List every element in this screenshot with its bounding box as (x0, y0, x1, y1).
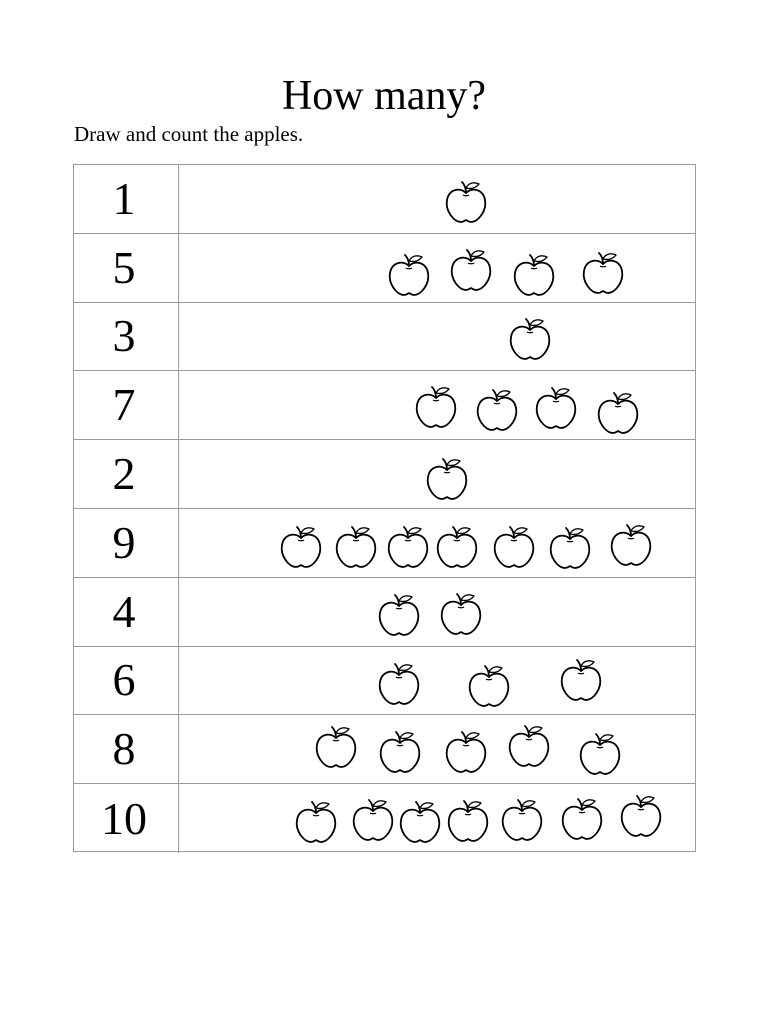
apple-icon (439, 591, 483, 637)
drawing-area[interactable] (179, 303, 695, 371)
apple-icon (294, 799, 338, 845)
drawing-area[interactable] (179, 165, 695, 233)
apple-icon (378, 729, 422, 775)
apple-icon (548, 525, 592, 571)
apple-icon (619, 793, 663, 839)
apple-icon (446, 798, 490, 844)
apple-icon (386, 524, 430, 570)
apple-icon (314, 724, 358, 770)
apple-icon (508, 316, 552, 362)
apple-icon (560, 796, 604, 842)
number-label: 4 (112, 585, 136, 637)
row-number (74, 234, 179, 302)
apple-icon (444, 729, 488, 775)
apple-icon (398, 799, 442, 845)
table-row (74, 234, 695, 303)
number-label: 5 (112, 241, 136, 293)
drawing-area[interactable] (179, 715, 695, 783)
number-label: 9 (112, 516, 136, 568)
apple-icon (377, 661, 421, 707)
apple-icon (377, 592, 421, 638)
apple-icon (507, 723, 551, 769)
table-row (74, 509, 695, 578)
worksheet-title: How many? (281, 73, 487, 119)
table-row (74, 578, 695, 647)
drawing-area[interactable] (179, 371, 695, 439)
row-number (74, 371, 179, 439)
apple-icon (578, 731, 622, 777)
apple-icon (279, 524, 323, 570)
table-row (74, 784, 695, 853)
number-label: 6 (112, 654, 136, 706)
number-label: 1 (112, 172, 136, 224)
apple-icon (435, 524, 479, 570)
apple-icon (387, 252, 431, 298)
apple-icon (534, 385, 578, 431)
row-number (74, 303, 179, 371)
row-number (74, 509, 179, 577)
row-number (74, 647, 179, 715)
apple-icon (500, 797, 544, 843)
table-row (74, 303, 695, 372)
drawing-area[interactable] (179, 578, 695, 646)
table-row (74, 371, 695, 440)
apple-icon (475, 387, 519, 433)
apple-icon (609, 522, 653, 568)
table-row (74, 647, 695, 716)
apple-icon (492, 524, 536, 570)
apple-icon (414, 384, 458, 430)
drawing-area[interactable] (179, 509, 695, 577)
number-label: 2 (112, 448, 136, 500)
apple-icon (444, 179, 488, 225)
drawing-area[interactable] (179, 784, 695, 853)
number-label: 3 (112, 310, 136, 362)
apple-icon (559, 657, 603, 703)
apple-icon (581, 250, 625, 296)
number-label: 10 (101, 792, 147, 844)
apple-icon (425, 456, 469, 502)
drawing-area[interactable] (179, 647, 695, 715)
row-number (74, 715, 179, 783)
apple-icon (596, 390, 640, 436)
apple-icon (467, 663, 511, 709)
apple-icon (351, 797, 395, 843)
table-row (74, 715, 695, 784)
table-row (74, 165, 695, 234)
drawing-area[interactable] (179, 234, 695, 302)
row-number (74, 578, 179, 646)
row-number (74, 784, 179, 853)
row-number (74, 440, 179, 508)
apple-icon (512, 252, 556, 298)
table-row (74, 440, 695, 509)
number-label: 7 (112, 379, 136, 431)
row-number (74, 165, 179, 233)
apple-counting-table (73, 164, 696, 852)
drawing-area[interactable] (179, 440, 695, 508)
apple-icon (334, 524, 378, 570)
number-label: 8 (112, 723, 136, 775)
worksheet-instructions: Draw and count the apples. (74, 122, 304, 146)
apple-icon (449, 247, 493, 293)
